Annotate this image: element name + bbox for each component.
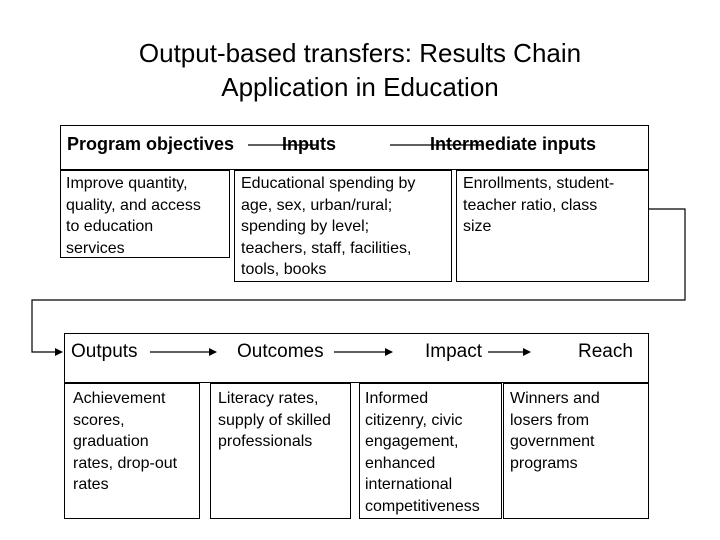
header-program-objectives: Program objectives: [67, 134, 235, 154]
row2-header-box: [64, 333, 649, 383]
text-outcomes: Literacy rates, supply of skilled professionals: [218, 390, 331, 450]
header-impact: Impact: [425, 341, 483, 362]
text-intermediate-inputs: Enrollments, student- teacher ratio, class size: [463, 175, 615, 235]
header-reach: Reach: [578, 341, 633, 362]
header-inputs: Inputs: [282, 134, 336, 154]
header-outputs: Outputs: [71, 341, 138, 362]
text-program-objectives: Improve quantity, quality, and access to education services: [66, 175, 201, 257]
title-line-2: Application in Education: [221, 72, 499, 102]
text-outputs: Achievement scores, graduation rates, drop-out rates: [73, 390, 178, 493]
header-outcomes: Outcomes: [237, 341, 324, 362]
text-inputs: Educational spending by age, sex, urban/rural; spending by level; teachers, staff, facilities, tools, books: [241, 175, 416, 278]
text-reach: Winners and losers from government programs: [510, 390, 600, 472]
text-impact: Informed citizenry, civic engagement, enhanced international competitiveness: [365, 390, 480, 515]
title-line-1: Output-based transfers: Results Chain: [138, 38, 582, 68]
header-intermediate-inputs: Intermediate inputs: [430, 134, 597, 154]
